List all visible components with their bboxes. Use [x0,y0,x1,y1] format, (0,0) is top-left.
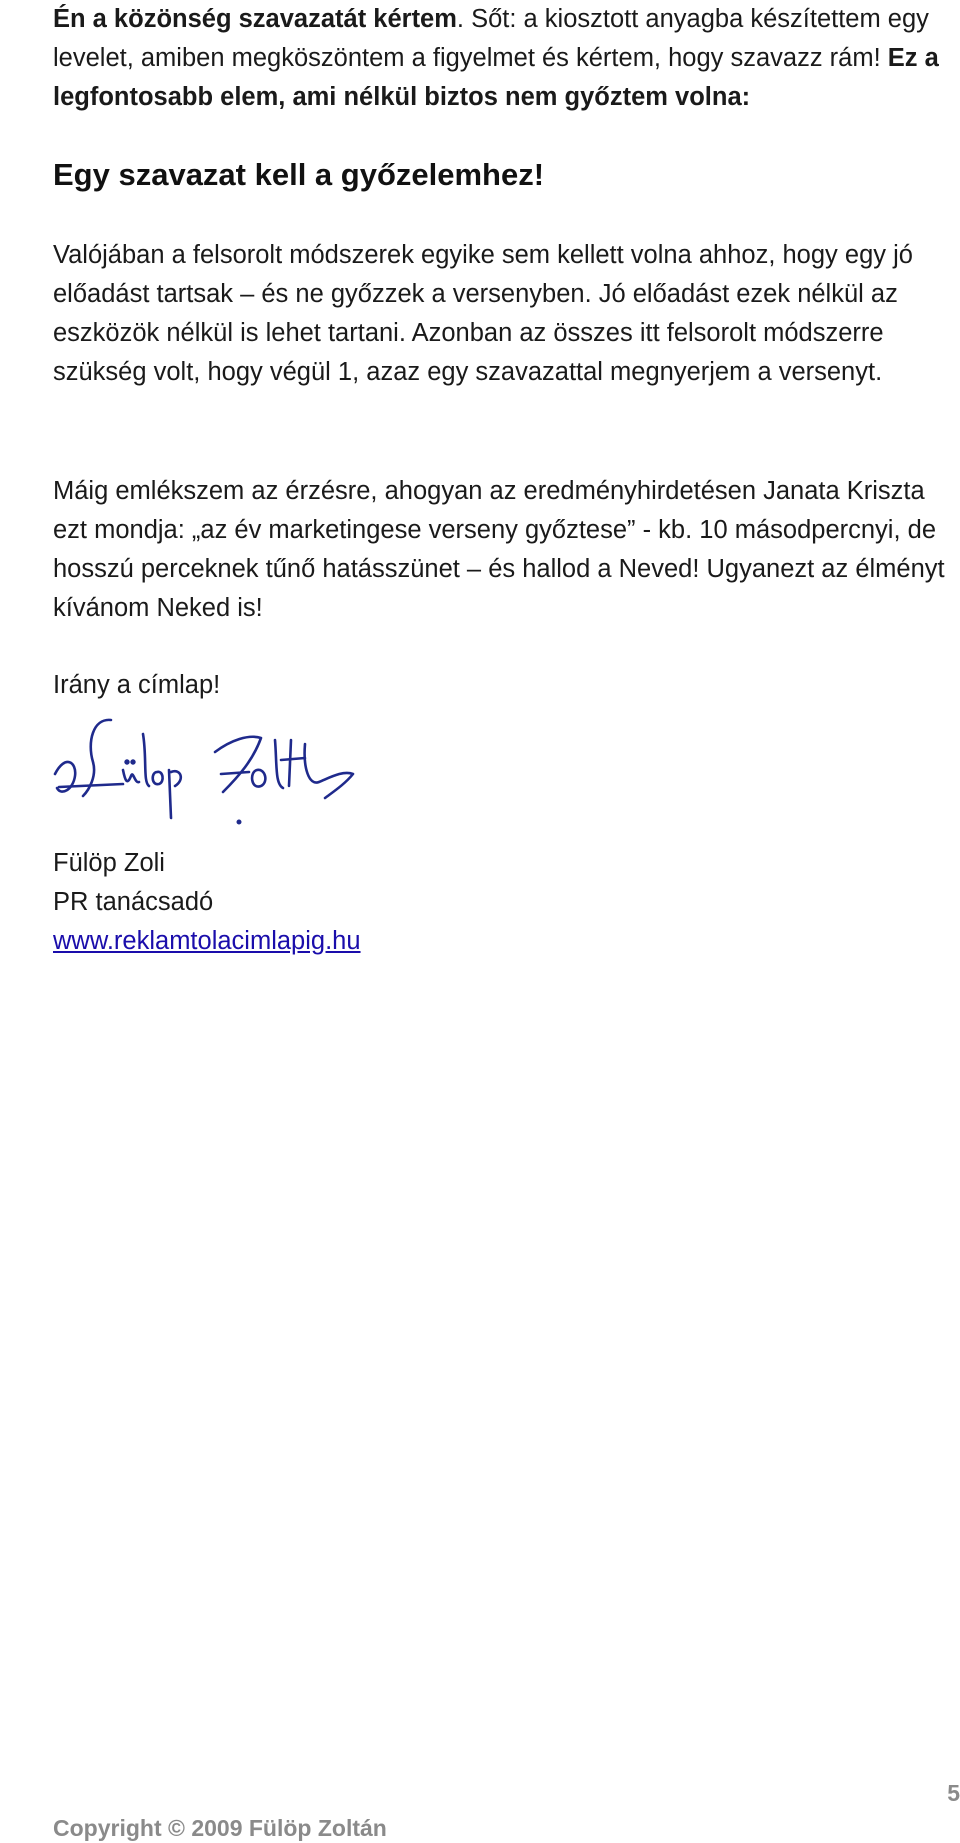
intro-bold-emphasis: Ez a legfontosabb elem, ami nélkül biztos nem győztem volna: [53,44,939,111]
handwritten-signature [53,714,373,832]
page-number: 5 [947,1780,960,1806]
body-paragraph-methods: Valójában a felsorolt módszerek egyike sem kellett volna ahhoz, hogy egy jó előadást tartsak – és ne győzzek a versenyben. Jó előadást ezek nélkül az eszközök nélkül is lehet tartani. Azonban az összes itt felsorolt módszerre szükség volt, hogy végül 1, azaz egy szavazattal megnyerjem a versenyt. [53,241,913,386]
intro-text: . Sőt: a kiosztott anyagba készítettem egy levelet, amiben megköszöntem a figyelmet és kértem, hogy szavazz rám! [53,5,929,72]
closing-line: Irány a címlap! [53,671,221,699]
website-link[interactable]: www.reklamtolacimlapig.hu [53,927,361,955]
signer-name: Fülöp Zoli [53,849,165,877]
intro-bold-lead: Én a közönség szavazatát kértem [53,5,457,33]
body-paragraph-memory: Máig emlékszem az érzésre, ahogyan az eredményhirdetésen Janata Kriszta ezt mondja: „az év marketingese verseny győztese” - kb. 10 másodpercnyi, de hosszú perceknek tűnő hatásszünet – és hallod a Neved! Ugyanezt az élményt kívánom Neked is! [53,477,945,622]
intro-paragraph [53,0,953,117]
signer-title: PR tanácsadó [53,888,214,916]
section-heading: Egy szavazat kell a győzelemhez! [53,157,545,192]
copyright-footer: Copyright © 2009 Fülöp Zoltán [53,1815,387,1841]
